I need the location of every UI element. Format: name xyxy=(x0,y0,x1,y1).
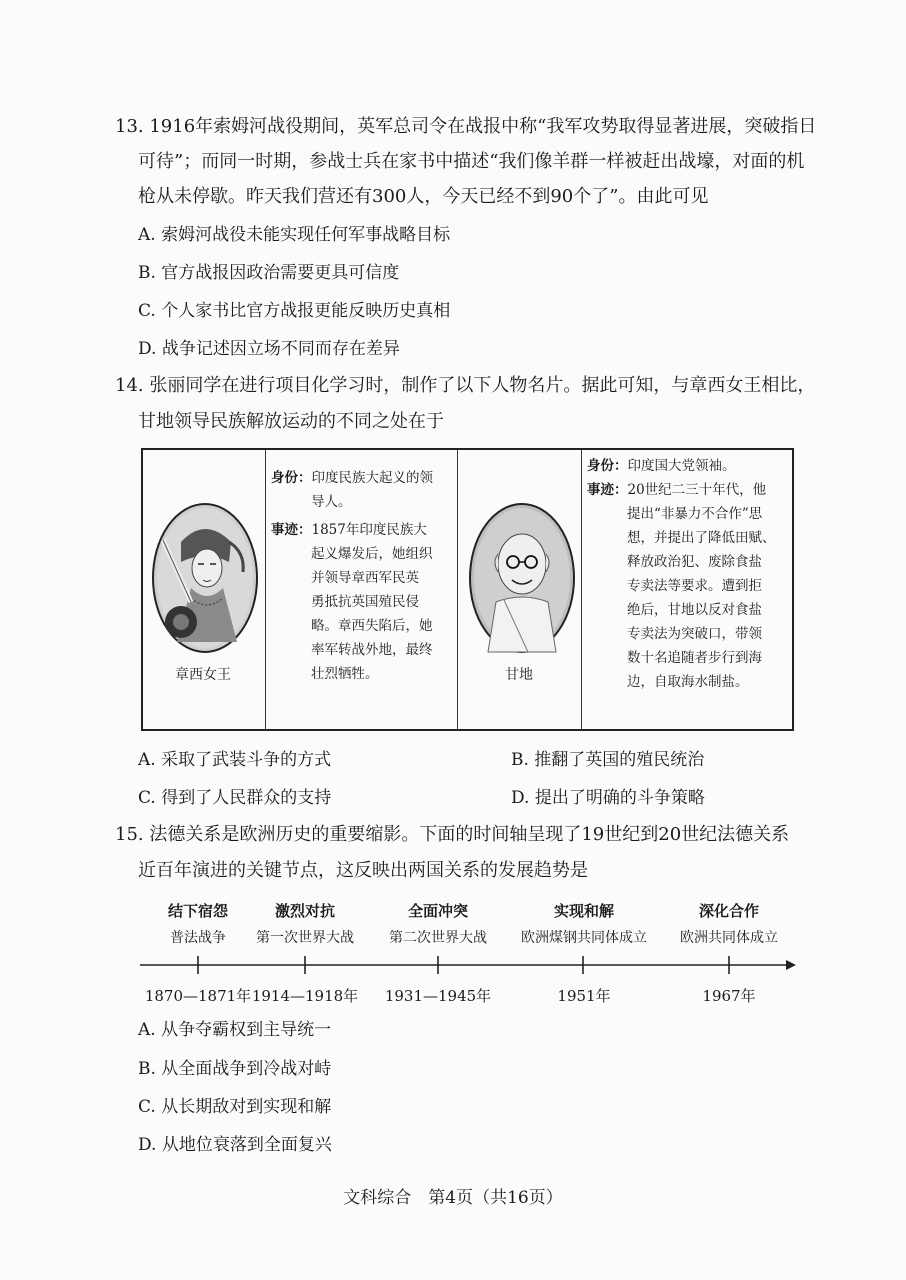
q13-line-3: 枪从未停歇。昨天我们营还有300人，今天已经不到90个了”。由此可见 xyxy=(138,186,709,207)
q13-line-1: 13. 1916年索姆河战役期间，英军总司令在战报中称“我军攻势取得显著进展，突破指日 xyxy=(115,116,817,137)
timeline-stage: 激烈对抗 xyxy=(274,902,336,920)
identity-text: 印度国大党领袖。 xyxy=(627,458,736,474)
divider xyxy=(581,450,582,729)
q13-option-d: D. 战争记述因立场不同而存在差异 xyxy=(138,339,400,359)
q15-line-1: 15. 法德关系是欧洲历史的重要缩影。下面的时间轴呈现了19世纪到20世纪法德关系 xyxy=(115,824,790,845)
timeline-axis xyxy=(138,955,798,975)
identity-text: 导人。 xyxy=(311,494,352,510)
identity-text: 印度民族大起义的领 xyxy=(311,470,433,486)
gandhi-portrait-image xyxy=(468,502,576,654)
timeline-event: 欧洲煤钢共同体成立 xyxy=(521,930,647,946)
timeline-stage: 深化合作 xyxy=(698,902,760,920)
timeline-date: 1870—1871年 xyxy=(144,987,252,1005)
q14-option-b: B. 推翻了英国的殖民统治 xyxy=(511,750,705,770)
deeds-text: 专卖法为突破口，带领 xyxy=(627,626,762,642)
rani-info xyxy=(271,466,455,686)
q14-option-d: D. 提出了明确的斗争策略 xyxy=(511,788,705,808)
figure-cards xyxy=(141,448,794,731)
divider xyxy=(265,450,266,729)
deeds-text: 绝后，甘地以反对食盐 xyxy=(627,602,762,618)
timeline-date: 1914—1918年 xyxy=(251,987,359,1005)
deeds-text: 起义爆发后，她组织 xyxy=(311,546,433,562)
deeds-label: 事迹： xyxy=(587,482,628,498)
q15-option-b: B. 从全面战争到冷战对峙 xyxy=(138,1059,332,1079)
timeline-event: 普法战争 xyxy=(170,930,226,946)
q14-option-c: C. 得到了人民群众的支持 xyxy=(138,788,332,808)
gandhi-name: 甘地 xyxy=(505,667,533,683)
identity-label: 身份： xyxy=(271,470,312,486)
deeds-label: 事迹： xyxy=(271,522,312,538)
q14-line-2: 甘地领导民族解放运动的不同之处在于 xyxy=(138,411,444,432)
deeds-text: 率军转战外地，最终 xyxy=(311,642,433,658)
deeds-text: 边，自取海水制盐。 xyxy=(627,674,749,690)
q14-option-a: A. 采取了武装斗争的方式 xyxy=(138,750,332,770)
deeds-text: 20世纪二三十年代，他 xyxy=(627,482,767,498)
timeline-event: 欧洲共同体成立 xyxy=(680,930,778,946)
deeds-text: 数十名追随者步行到海 xyxy=(627,650,762,666)
timeline-event: 第一次世界大战 xyxy=(256,930,354,946)
timeline-date: 1931—1945年 xyxy=(384,987,492,1005)
divider xyxy=(457,450,458,729)
q15-line-2: 近百年演进的关键节点，这反映出两国关系的发展趋势是 xyxy=(138,860,588,881)
deeds-text: 想，并提出了降低田赋、 xyxy=(627,530,776,546)
timeline-date: 1967年 xyxy=(702,987,756,1005)
timeline-date: 1951年 xyxy=(557,987,611,1005)
identity-label: 身份： xyxy=(587,458,628,474)
deeds-text: 并领导章西军民英 xyxy=(311,570,419,586)
q13-option-b: B. 官方战报因政治需要更具可信度 xyxy=(138,263,400,283)
gandhi-info xyxy=(587,454,793,694)
deeds-text: 专卖法等要求。遭到拒 xyxy=(627,578,762,594)
rani-portrait-image xyxy=(151,502,259,654)
deeds-text: 勇抵抗英国殖民侵 xyxy=(311,594,419,610)
q13-option-a: A. 索姆河战役未能实现任何军事战略目标 xyxy=(138,225,451,245)
deeds-text: 壮烈牺牲。 xyxy=(311,666,379,682)
timeline-stage: 全面冲突 xyxy=(407,902,469,920)
q15-option-a: A. 从争夺霸权到主导统一 xyxy=(138,1020,332,1040)
q13-option-c: C. 个人家书比官方战报更能反映历史真相 xyxy=(138,301,451,321)
deeds-text: 1857年印度民族大 xyxy=(311,522,427,538)
deeds-text: 释放政治犯、废除食盐 xyxy=(627,554,762,570)
q13-line-2: 可待”；而同一时期，参战士兵在家书中描述“我们像羊群一样被赶出战壕，对面的机 xyxy=(138,151,805,172)
q15-option-c: C. 从长期敌对到实现和解 xyxy=(138,1097,332,1117)
q15-option-d: D. 从地位衰落到全面复兴 xyxy=(138,1135,332,1155)
rani-name: 章西女王 xyxy=(175,667,231,683)
deeds-text: 略。章西失陷后，她 xyxy=(311,618,433,634)
timeline-event: 第二次世界大战 xyxy=(389,930,487,946)
timeline-stage: 实现和解 xyxy=(553,902,615,920)
deeds-text: 提出“非暴力不合作”思 xyxy=(627,506,763,522)
q14-line-1: 14. 张丽同学在进行项目化学习时，制作了以下人物名片。据此可知，与章西女王相比， xyxy=(115,375,816,396)
timeline-stage: 结下宿怨 xyxy=(167,902,229,920)
page-footer: 文科综合 第4页（共16页） xyxy=(343,1188,563,1208)
